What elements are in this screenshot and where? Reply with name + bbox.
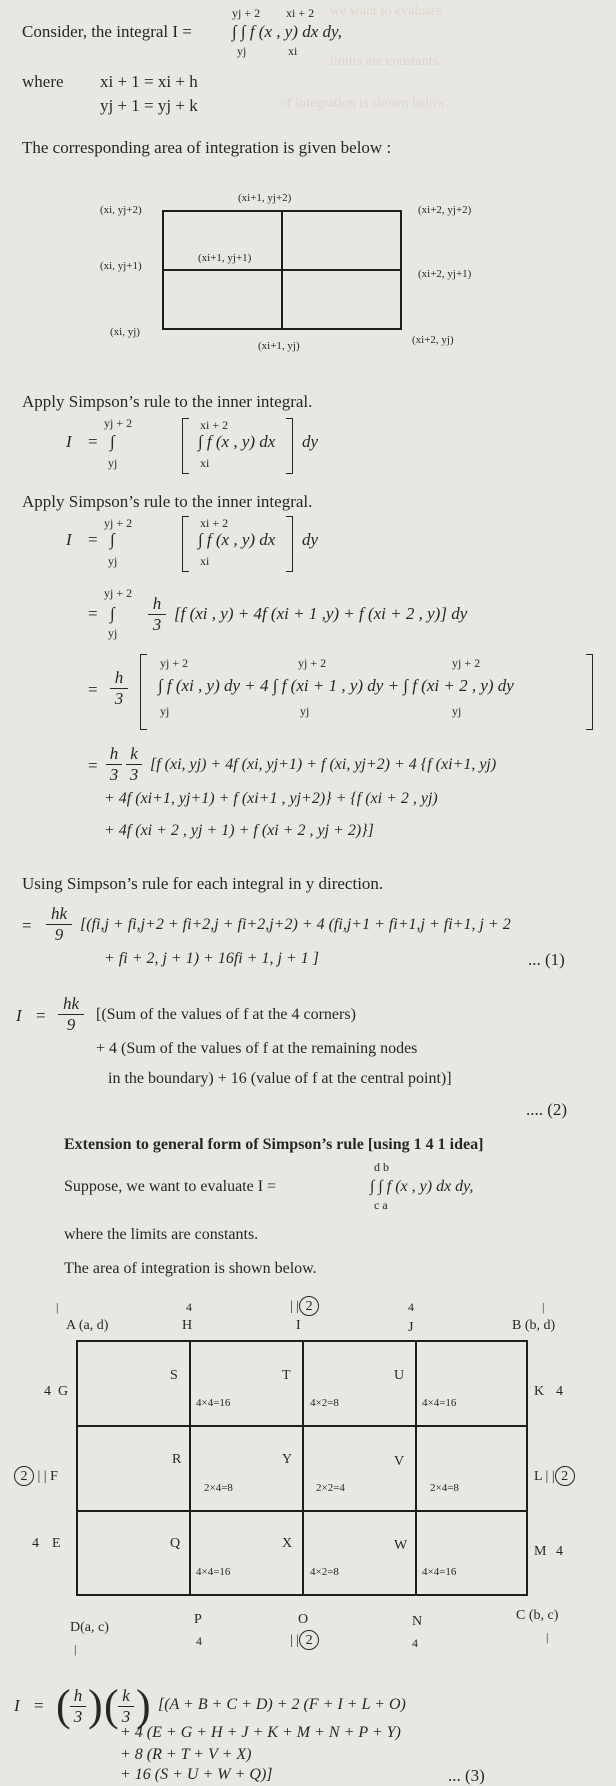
- final-eqnum: ... (3): [448, 1766, 485, 1785]
- grid2-label-N: N: [412, 1614, 423, 1629]
- eq2-equals: =: [36, 1006, 46, 1025]
- fraction-denominator: 3: [109, 765, 119, 784]
- fraction-numerator: h: [106, 744, 122, 765]
- eq2-line1: [(Sum of the values of f at the 4 corners): [96, 1006, 356, 1023]
- apply2-l3-lim2-lower: yj: [300, 704, 310, 718]
- grid2-label-Q: Q: [170, 1536, 181, 1551]
- apply2-right-bracket: [286, 516, 293, 572]
- apply2-l3-lim2-upper: yj + 2: [298, 656, 327, 670]
- grid1-mid-left-label: (xi, yj+1): [100, 260, 142, 272]
- final-paren-k-close: ): [136, 1681, 151, 1730]
- apply1-left-bracket: [182, 418, 189, 474]
- final-line2: + 4 (E + G + H + J + K + M + N + P + Y): [120, 1724, 401, 1741]
- fraction-numerator: k: [118, 1686, 134, 1707]
- circled-2-icon: 2: [555, 1466, 575, 1486]
- grid2-top-double-bar: [290, 1296, 319, 1316]
- intro-eq1: xi + 1 = xi + h: [100, 72, 198, 91]
- apply2-inner-lower: xi: [200, 554, 210, 568]
- intro-outer-upper: yj + 2: [232, 6, 261, 20]
- intro-inner-lower: xi: [288, 44, 298, 58]
- extension-limits-text: where the limits are constants.: [64, 1226, 259, 1243]
- fraction-numerator: hk: [58, 994, 84, 1015]
- grid2-label-T: T: [282, 1368, 291, 1383]
- grid2-four-h: 4: [186, 1300, 192, 1314]
- grid2-cell-weight: 2×4=8: [430, 1482, 459, 1494]
- final-line3: + 8 (R + T + V + X): [120, 1746, 252, 1763]
- grid2-bottom-double-bar: [290, 1630, 319, 1650]
- grid2-label-G: G: [58, 1384, 69, 1399]
- fraction-numerator: h: [148, 594, 166, 615]
- grid2-cell-weight: 4×2=8: [310, 1566, 339, 1578]
- grid2-cell-weight: 4×4=16: [196, 1397, 231, 1409]
- using-eqnum: ... (1): [528, 950, 565, 969]
- apply1-right-bracket: [286, 418, 293, 474]
- grid2-label-V: V: [394, 1454, 405, 1469]
- grid2-cell-weight: 4×2=8: [310, 1397, 339, 1409]
- grid2-label-O: O: [298, 1612, 309, 1627]
- final-line1: [(A + B + C + D) + 2 (F + I + L + O): [158, 1696, 406, 1713]
- grid2-left-double-bar: [14, 1466, 58, 1486]
- grid2-four-n: 4: [412, 1636, 418, 1650]
- extension-limits-top: d b: [374, 1160, 389, 1174]
- grid2-right-double-bar: [534, 1466, 575, 1486]
- apply2-l3-lim1-lower: yj: [160, 704, 170, 718]
- apply1-outer-upper: yj + 2: [104, 416, 133, 430]
- apply2-l3-right-bracket: [586, 654, 593, 730]
- grid2-label-R: R: [172, 1452, 182, 1467]
- extension-expr: ∫ ∫ f (x , y) dx dy,: [370, 1178, 474, 1195]
- grid2-four-j: 4: [408, 1300, 414, 1314]
- apply2-l2-integral: ∫: [110, 604, 115, 623]
- extension-area-text: The area of integration is shown below.: [64, 1260, 317, 1277]
- grid2-cell-weight: 4×4=16: [422, 1566, 457, 1578]
- grid2-label-M: M: [534, 1544, 547, 1559]
- grid2-label-X: X: [282, 1536, 293, 1551]
- eq2-eqnum: .... (2): [526, 1100, 568, 1119]
- grid2-label-A: A (a, d): [66, 1318, 109, 1333]
- apply2-l4-fraction-h: [106, 744, 122, 785]
- fraction-denominator: 3: [114, 689, 124, 708]
- fraction-denominator: 9: [66, 1015, 76, 1034]
- apply2-inner-expr: ∫ f (x , y) dx: [198, 530, 276, 549]
- extension-suppose: Suppose, we want to evaluate I =: [64, 1178, 277, 1195]
- fraction-numerator: hk: [46, 904, 72, 925]
- eq2-line2: + 4 (Sum of the values of f at the remaining nodes: [96, 1040, 418, 1057]
- grid2-label-L: L: [534, 1469, 543, 1484]
- grid1-bot-left-label: (xi, yj): [110, 326, 140, 338]
- final-I: I: [14, 1696, 20, 1715]
- grid2-label-J: J: [408, 1320, 414, 1335]
- circled-2-icon: 2: [299, 1630, 319, 1650]
- bleed-through-text: we want to evaluate: [330, 4, 442, 19]
- apply2-integral-sign: ∫: [110, 530, 115, 549]
- fraction-denominator: 3: [121, 1707, 131, 1726]
- fraction-numerator: k: [126, 744, 142, 765]
- grid1-top-mid-label: (xi+1, yj+2): [238, 192, 292, 204]
- fraction-denominator: 3: [73, 1707, 83, 1726]
- apply2-l3-equals: =: [88, 680, 98, 699]
- circled-2-icon: 2: [14, 1466, 34, 1486]
- bleed-through-text: limits are constants.: [330, 54, 442, 69]
- fraction-denominator: 3: [152, 615, 162, 634]
- grid2-v-line-3: [415, 1340, 417, 1596]
- grid2-four-m: 4: [556, 1544, 563, 1559]
- intro-area-text: The corresponding area of integration is given below :: [22, 138, 392, 157]
- grid1-top-left-label: (xi, yj+2): [100, 204, 142, 216]
- grid2-cell-weight: 2×4=8: [204, 1482, 233, 1494]
- intro-integral-expr: ∫ ∫ f (x , y) dx dy,: [232, 22, 342, 41]
- apply1-equals: =: [88, 432, 98, 451]
- grid2-four-k: 4: [556, 1384, 563, 1399]
- double-bar: | |: [545, 1469, 555, 1484]
- apply1-inner-lower: xi: [200, 456, 210, 470]
- apply2-l3-lim3-upper: yj + 2: [452, 656, 481, 670]
- apply2-l4-equals: =: [88, 756, 98, 775]
- apply1-integral-sign: ∫: [110, 432, 115, 451]
- using-text: Using Simpson’s rule for each integral in y direction.: [22, 874, 384, 893]
- final-paren-k-open: (: [104, 1681, 119, 1730]
- eq2-I: I: [16, 1006, 22, 1025]
- grid2-bar-d: |: [74, 1642, 77, 1656]
- apply2-line3-terms: ∫ f (xi , y) dy + 4 ∫ f (xi + 1 , y) dy + ∫ f (xi + 2 , y) dy: [158, 676, 514, 695]
- grid2-label-F: F: [50, 1469, 58, 1484]
- using-fraction: [46, 904, 72, 945]
- apply2-outer-upper: yj + 2: [104, 516, 133, 530]
- apply2-I: I: [66, 530, 72, 549]
- grid2-label-K: K: [534, 1384, 545, 1399]
- grid1-center-label: (xi+1, yj+1): [198, 252, 252, 264]
- apply2-dy: dy: [302, 530, 319, 549]
- grid1-bot-mid-label: (xi+1, yj): [258, 340, 300, 352]
- intro-inner-upper: xi + 2: [286, 6, 315, 20]
- using-equals: =: [22, 916, 32, 935]
- apply1-dy: dy: [302, 432, 319, 451]
- apply1-outer-lower: yj: [108, 456, 118, 470]
- apply2-line4a: [f (xi, yj) + 4f (xi, yj+1) + f (xi, yj+2) + 4 {f (xi+1, yj): [150, 756, 497, 773]
- grid2-bar-b: |: [542, 1300, 545, 1314]
- apply1-I: I: [66, 432, 72, 451]
- grid1-top-right-label: (xi+2, yj+2): [418, 204, 472, 216]
- apply2-l2-fraction: [148, 594, 166, 635]
- grid2-label-C: C (b, c): [516, 1608, 559, 1623]
- grid2-label-S: S: [170, 1368, 178, 1383]
- fraction-denominator: 9: [54, 925, 64, 944]
- grid2-label-Y: Y: [282, 1452, 293, 1467]
- apply2-inner-upper: xi + 2: [200, 516, 229, 530]
- grid2-four-e: 4: [32, 1536, 39, 1551]
- grid2-label-P: P: [194, 1612, 202, 1627]
- grid2-cell-weight: 2×2=4: [316, 1482, 345, 1494]
- apply2-equals: =: [88, 530, 98, 549]
- grid2-v-line-2: [302, 1340, 304, 1596]
- fraction-numerator: h: [110, 668, 128, 689]
- grid2-label-B: B (b, d): [512, 1318, 556, 1333]
- final-fraction-h: [70, 1686, 86, 1727]
- apply1-text: Apply Simpson’s rule to the inner integral.: [22, 392, 313, 411]
- grid-mid-vertical-line: [281, 210, 283, 330]
- apply2-outer-lower: yj: [108, 554, 118, 568]
- grid2-bar-c: |: [546, 1630, 549, 1644]
- circled-2-icon: 2: [299, 1296, 319, 1316]
- extension-heading: Extension to general form of Simpson’s rule [using 1 4 1 idea]: [64, 1136, 484, 1153]
- fraction-numerator: h: [70, 1686, 86, 1707]
- eq2-fraction: [58, 994, 84, 1035]
- grid2-four-g: 4: [44, 1384, 51, 1399]
- apply2-l2-equals: =: [88, 604, 98, 623]
- intro-eq2: yj + 1 = yj + k: [100, 96, 198, 115]
- apply2-l4-fraction-k: [126, 744, 142, 785]
- apply2-text: Apply Simpson’s rule to the inner integral.: [22, 492, 313, 511]
- final-equals: =: [34, 1696, 44, 1715]
- grid1-bot-right-label: (xi+2, yj): [412, 334, 454, 346]
- double-bar: | |: [37, 1469, 47, 1484]
- eq2-line3: in the boundary) + 16 (value of f at the central point)]: [108, 1070, 452, 1087]
- grid2-label-E: E: [52, 1536, 61, 1551]
- double-bar: | |: [290, 1299, 300, 1314]
- apply2-l3-fraction: [110, 668, 128, 709]
- apply2-l3-left-bracket: [140, 654, 147, 730]
- apply2-l2-lower: yj: [108, 626, 118, 640]
- fraction-denominator: 3: [129, 765, 139, 784]
- apply2-l3-lim3-lower: yj: [452, 704, 462, 718]
- using-line1: [(fi,j + fi,j+2 + fi+2,j + fi+2,j+2) + 4 (fi,j+1 + fi+1,j + fi+1, j + 2: [80, 916, 511, 933]
- final-fraction-k: [118, 1686, 134, 1727]
- grid2-four-p: 4: [196, 1634, 202, 1648]
- intro-where: where: [22, 72, 64, 91]
- grid2-label-I: I: [296, 1318, 301, 1333]
- grid2-label-D: D(a, c): [70, 1620, 109, 1635]
- apply2-l2-upper: yj + 2: [104, 586, 133, 600]
- grid2-label-W: W: [394, 1538, 408, 1553]
- grid2-v-line-1: [189, 1340, 191, 1596]
- final-paren-h-close: ): [88, 1681, 103, 1730]
- apply2-l3-lim1-upper: yj + 2: [160, 656, 189, 670]
- using-line2: + fi + 2, j + 1) + 16fi + 1, j + 1 ]: [104, 950, 320, 967]
- apply2-line4b: + 4f (xi+1, yj+1) + f (xi+1 , yj+2)} + {f (xi + 2 , yj): [104, 790, 438, 807]
- grid2-bar-a: |: [56, 1300, 59, 1314]
- apply2-line4c: + 4f (xi + 2 , yj + 1) + f (xi + 2 , yj + 2)}]: [104, 822, 374, 839]
- intro-outer-lower: yj: [237, 44, 247, 58]
- grid2-cell-weight: 4×4=16: [422, 1397, 457, 1409]
- grid2-label-U: U: [394, 1368, 405, 1383]
- intro-consider: Consider, the integral I =: [22, 22, 192, 41]
- final-line4: + 16 (S + U + W + Q)]: [120, 1766, 273, 1783]
- apply1-inner-expr: ∫ f (x , y) dx: [198, 432, 276, 451]
- grid1-mid-right-label: (xi+2, yj+1): [418, 268, 472, 280]
- apply2-left-bracket: [182, 516, 189, 572]
- apply2-line2-expr: [f (xi , y) + 4f (xi + 1 ,y) + f (xi + 2 , y)] dy: [174, 604, 468, 623]
- grid2-cell-weight: 4×4=16: [196, 1566, 231, 1578]
- apply1-inner-upper: xi + 2: [200, 418, 229, 432]
- double-bar: | |: [290, 1633, 300, 1648]
- grid2-label-H: H: [182, 1318, 193, 1333]
- bleed-through-text: of integration is shown below.: [280, 96, 450, 111]
- final-paren-h-open: (: [56, 1681, 71, 1730]
- extension-limits-bot: c a: [374, 1198, 388, 1212]
